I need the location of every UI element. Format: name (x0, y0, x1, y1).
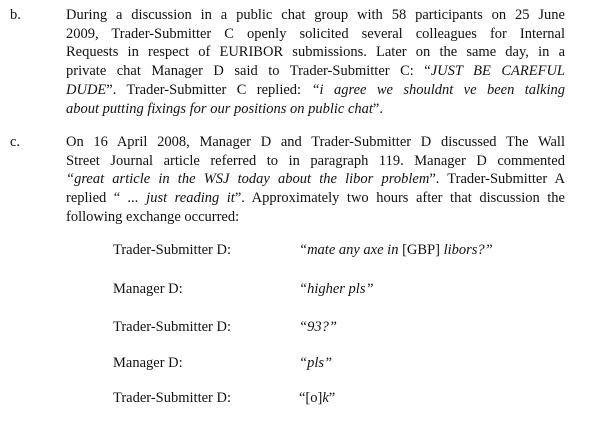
text-run: ”. Trader-Submitter A (429, 171, 565, 188)
exchange-speaker: Manager D: (113, 355, 183, 371)
italic-text-run: ... just reading it (127, 190, 235, 207)
italic-text-run: JUST BE CAREFUL (430, 63, 565, 80)
exchange-message (299, 353, 332, 373)
italic-text-run: DUDE (66, 81, 107, 98)
italic-text-run: k (322, 390, 329, 406)
text-line (66, 6, 565, 25)
italic-text-run: “93?” (299, 319, 337, 335)
italic-text-run: “mate any axe in (299, 242, 403, 258)
exchange-message (299, 240, 493, 260)
text-run: replied “ (66, 190, 128, 207)
italic-text-run: “higher pls” (299, 281, 374, 297)
exchange-message (299, 388, 335, 408)
text-line (66, 25, 565, 44)
text-run: ” (328, 390, 336, 406)
text-line (66, 100, 565, 119)
text-run: 2009, Trader-Submitter C openly solicited several colleagues for Internal (66, 25, 565, 42)
text-run: On 16 April 2008, Manager D and Trader-Submitter D discussed The Wall (66, 134, 565, 150)
paragraph-c-text (66, 133, 565, 227)
text-run: Requests in respect of EURIBOR submissions. Later on the same day, in a (66, 44, 565, 61)
exchange-speaker: Manager D: (113, 281, 183, 297)
text-line (66, 189, 565, 208)
text-line (66, 133, 565, 152)
exchange-message (299, 279, 374, 299)
text-run: During a discussion in a public chat group with 58 participants on 25 June (66, 7, 565, 23)
exchange-speaker: Trader-Submitter D: (113, 390, 231, 406)
text-run: “[o] (299, 390, 323, 406)
text-run: private chat Manager D said to Trader-Submitter C: “ (66, 63, 431, 80)
exchange-message (299, 317, 337, 337)
italic-text-run: about putting fixings for our positions on public chat (66, 100, 373, 117)
exchange-speaker: Trader-Submitter D: (113, 319, 231, 335)
text-run: following exchange occurred: (66, 208, 240, 225)
exchange-row (0, 388, 600, 408)
text-line (66, 81, 565, 100)
text-run: ”. Trader-Submitter C replied: (106, 81, 312, 98)
italic-text-run: “pls” (299, 355, 333, 371)
text-line (66, 208, 565, 227)
italic-text-run: libors?” (439, 242, 493, 258)
exchange-speaker: Trader-Submitter D: (113, 242, 231, 258)
text-line (66, 170, 565, 189)
exchange-row (0, 240, 600, 260)
text-line (66, 62, 565, 81)
text-line (66, 43, 565, 62)
text-run: [GBP] (402, 242, 440, 258)
text-run: ”. Approximately two hours after that discussion the (234, 190, 565, 207)
italic-text-run: “great article in the WSJ today about the libor problem (66, 171, 430, 188)
paragraph-c-letter: c. (10, 134, 21, 150)
exchange-row (0, 317, 600, 337)
exchange-row (0, 279, 600, 299)
italic-text-run: “i agree we shouldnt ve been talking (311, 81, 565, 98)
exchange-row (0, 353, 600, 373)
paragraph-b-letter: b. (10, 7, 21, 23)
text-run: Street Journal article referred to in paragraph 119. Manager D commented (66, 152, 565, 169)
text-run: ”. (372, 100, 383, 117)
paragraph-b-text (66, 6, 565, 118)
text-line (66, 152, 565, 171)
